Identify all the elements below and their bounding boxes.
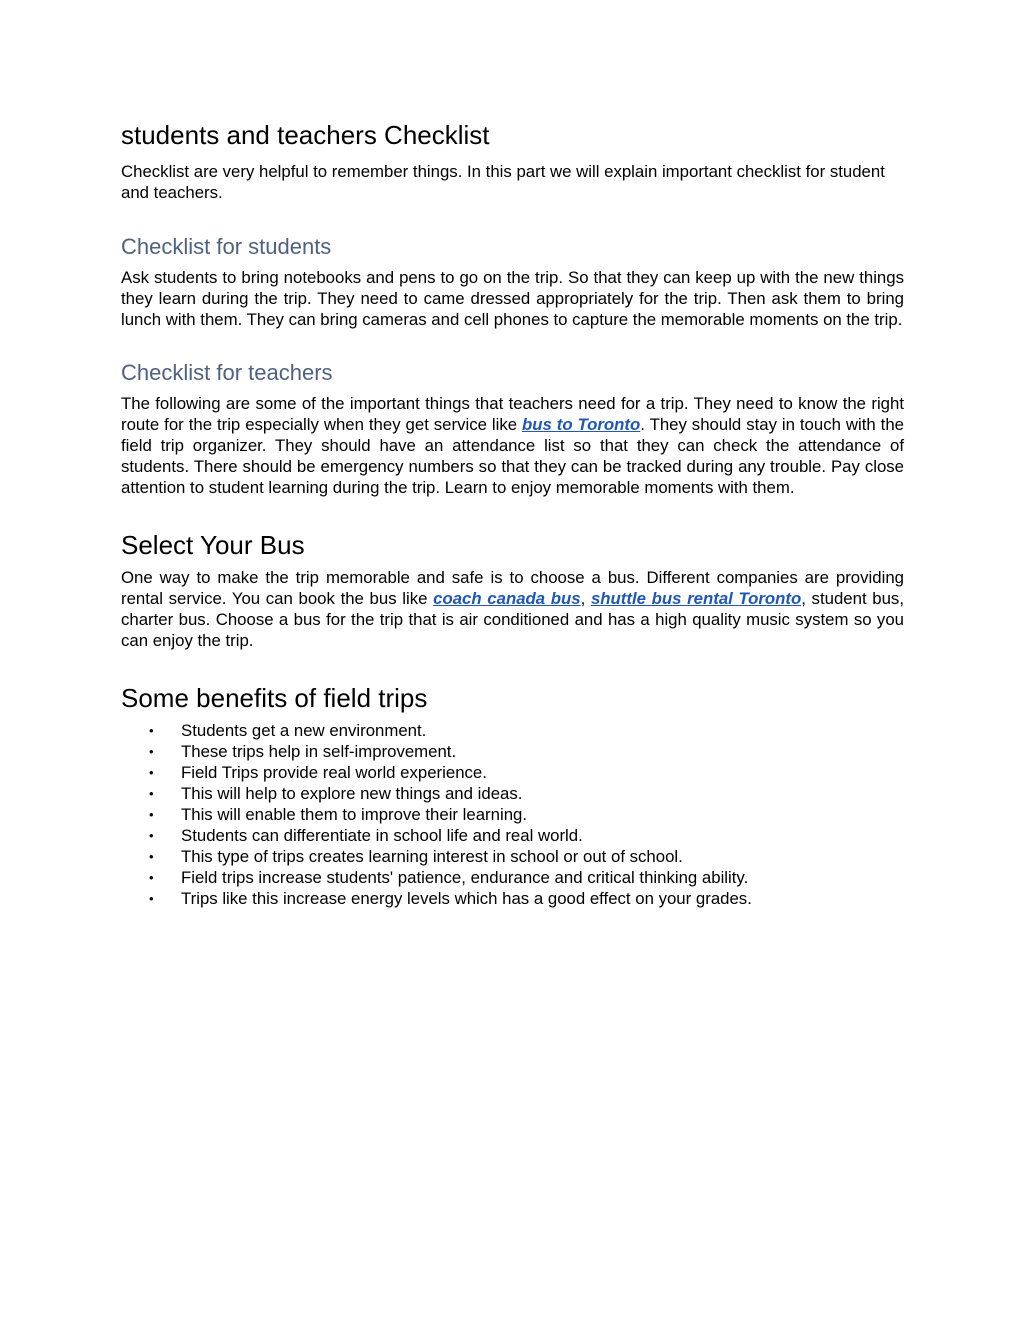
- benefits-heading: Some benefits of field trips: [121, 683, 428, 713]
- bus-text-1: One way to make the trip memorable and safe is to choose a bus. Different companies are providing rental service. You can book the bus like: [121, 568, 904, 608]
- bus-to-toronto-link[interactable]: bus to Toronto: [521, 415, 641, 434]
- list-item: [149, 825, 904, 846]
- bus-text-3: , student bus, charter bus. Choose a bus for the trip that is air conditioned and has a high quality music system so you can enjoy the trip.: [121, 589, 904, 650]
- list-item-text: This will help to explore new things and ideas.: [181, 784, 523, 803]
- list-item-text: Trips like this increase energy levels which has a good effect on your grades.: [181, 889, 752, 908]
- bus-paragraph: [121, 567, 904, 651]
- bullet-icon: •: [149, 828, 154, 843]
- bullet-icon: •: [149, 891, 154, 906]
- bullet-icon: •: [149, 765, 154, 780]
- teachers-heading: Checklist for teachers: [121, 360, 333, 385]
- teachers-text-2: . They should stay in touch with the field trip organizer. They should have an attendance list so that they can check the attendance of students. There should be emergency numbers so that they can be tracked during any trouble. Pay close attention to student learning during the trip. Learn to enjoy memorable moments with them.: [121, 415, 904, 497]
- list-item: [149, 804, 904, 825]
- list-item: [149, 741, 904, 762]
- bullet-icon: •: [149, 744, 154, 759]
- intro-paragraph: Checklist are very helpful to remember things. In this part we will explain important checklist for student and teachers.: [121, 162, 885, 202]
- benefits-list: [121, 720, 904, 909]
- bullet-icon: •: [149, 723, 154, 738]
- bullet-icon: •: [149, 807, 154, 822]
- students-heading: Checklist for students: [121, 234, 332, 259]
- list-item: [149, 888, 904, 909]
- list-item-text: Field trips increase students' patience, endurance and critical thinking ability.: [181, 868, 749, 887]
- list-item-text: This type of trips creates learning interest in school or out of school.: [181, 847, 683, 866]
- list-item-text: These trips help in self-improvement.: [181, 742, 457, 761]
- bus-heading: Select Your Bus: [121, 530, 305, 560]
- list-item: [149, 846, 904, 867]
- list-item: [149, 867, 904, 888]
- teachers-text-1: The following are some of the important things that teachers need for a trip. They need to know the right route for the trip especially when they get service like: [121, 394, 904, 434]
- list-item-text: Field Trips provide real world experience.: [181, 763, 487, 782]
- bullet-icon: •: [149, 786, 154, 801]
- students-paragraph: Ask students to bring notebooks and pens to go on the trip. So that they can keep up with the new things they learn during the trip. They need to came dressed appropriately for the trip. Then ask them to bring lunch with them. They can bring cameras and cell phones to capture the memorable moments on the trip.: [121, 268, 904, 329]
- bullet-icon: •: [149, 870, 154, 885]
- bullet-icon: •: [149, 849, 154, 864]
- list-item: [149, 783, 904, 804]
- teachers-paragraph: [121, 393, 904, 498]
- list-item: [149, 762, 904, 783]
- list-item: [149, 720, 904, 741]
- bus-text-2: ,: [580, 589, 591, 608]
- coach-canada-bus-link[interactable]: coach canada bus: [433, 589, 581, 608]
- shuttle-bus-rental-link[interactable]: shuttle bus rental Toronto: [590, 589, 802, 608]
- list-item-text: This will enable them to improve their learning.: [181, 805, 528, 824]
- list-item-text: Students get a new environment.: [181, 721, 427, 740]
- page-title: students and teachers Checklist: [121, 120, 490, 150]
- list-item-text: Students can differentiate in school life and real world.: [181, 826, 583, 845]
